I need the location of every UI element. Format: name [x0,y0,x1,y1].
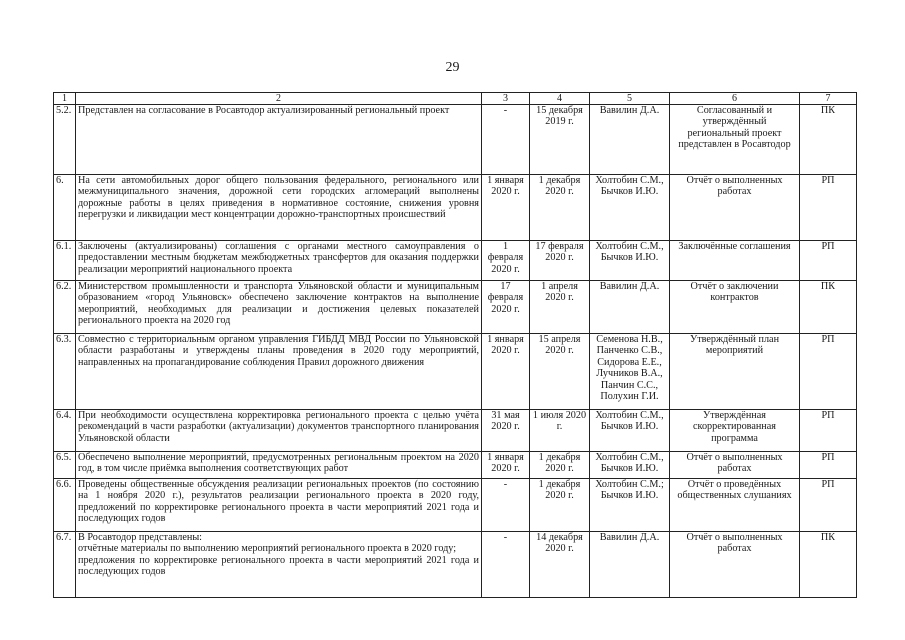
row-end-date: 1 июля 2020 г. [530,410,590,452]
table-row [54,281,857,334]
row-end-date: 1 апреля 2020 г. [530,281,590,334]
row-start-date: - [482,532,530,598]
row-result: Заключённые соглашения [670,241,800,281]
row-start-date: 1 января 2020 г. [482,452,530,479]
row-level: ПК [800,105,857,175]
row-number: 6.4. [54,410,76,452]
table-row [54,479,857,532]
page-number: 29 [445,60,460,75]
row-number: 6.1. [54,241,76,281]
row-responsible [590,105,670,175]
column-header: 1 [54,93,76,105]
responsible-person: Бычков И.Ю. [600,421,659,433]
row-end-date: 1 декабря 2020 г. [530,479,590,532]
responsible-person: Лучников В.А., [596,368,663,380]
row-number: 6.2. [54,281,76,334]
responsible-person: Холтобин С.М., [595,175,664,186]
row-start-date: 1 января 2020 г. [482,175,530,241]
row-description: Обеспечено выполнение мероприятий, предусмотренных региональным проектом на 2020 год, в том числе приёмка выполнения соответствующих работ [76,452,482,479]
row-start-date: 17 февраля 2020 г. [482,281,530,334]
responsible-person: Холтобин С.М.; [595,479,664,490]
row-responsible [590,410,670,452]
row-responsible [590,334,670,410]
row-result: Утверждённый план мероприятий [670,334,800,410]
column-number-row [54,93,857,105]
responsible-person: Панченко С.В., [596,345,663,357]
row-level: РП [800,334,857,410]
row-level: РП [800,410,857,452]
row-result: Отчёт о проведённых общественных слушаниях [670,479,800,532]
row-end-date: 15 декабря 2019 г. [530,105,590,175]
responsible-person: Холтобин С.М., [595,452,664,463]
responsible-person: Вавилин Д.А. [599,532,660,543]
activity-table [53,92,857,598]
row-responsible [590,532,670,598]
row-result: Отчёт о выполненных работах [670,175,800,241]
responsible-person: Полухин Г.И. [600,391,659,403]
row-end-date: 15 апреля 2020 г. [530,334,590,410]
row-result: Отчёт о заключении контрактов [670,281,800,334]
row-end-date: 14 декабря 2020 г. [530,532,590,598]
responsible-person: Бычков И.Ю. [600,186,659,198]
responsible-person: Бычков И.Ю. [600,490,659,502]
responsible-person: Холтобин С.М., [595,410,664,421]
table-row [54,175,857,241]
table-row [54,410,857,452]
row-level: РП [800,175,857,241]
row-description: Заключены (актуализированы) соглашения с органами местного самоуправления о предоставлении местным бюджетам межбюджетных трансфертов для оказания поддержки реализации мероприятий национального проекта [76,241,482,281]
table-row [54,334,857,410]
responsible-person: Вавилин Д.А. [599,105,660,116]
row-description: При необходимости осуществлена корректировка регионального проекта с целью учёта рекомендаций в части разработки (актуализации) документов транспортного планирования Ульяновской области [76,410,482,452]
row-responsible [590,452,670,479]
responsible-person: Бычков И.Ю. [600,252,659,264]
row-number: 6.7. [54,532,76,598]
responsible-person: Бычков И.Ю. [600,463,659,475]
row-description: Министерством промышленности и транспорта Ульяновской области и муниципальным образованием «город Ульяновск» обеспечено заключение контрактов на выполнение мероприятий, необходимых для реализации и достижения целевых показателей регионального проекта на 2020 год [76,281,482,334]
row-level: РП [800,479,857,532]
column-header: 4 [530,93,590,105]
column-header: 6 [670,93,800,105]
column-header: 5 [590,93,670,105]
table-row [54,532,857,598]
row-result: Согласованный и утверждённый региональный проект представлен в Росавтодор [670,105,800,175]
row-start-date: - [482,105,530,175]
row-result: Отчёт о выполненных работах [670,532,800,598]
column-header: 7 [800,93,857,105]
row-number: 5.2. [54,105,76,175]
responsible-person: Вавилин Д.А. [599,281,660,292]
column-header: 3 [482,93,530,105]
row-result: Утверждённая скорректированная программа [670,410,800,452]
row-description: Проведены общественные обсуждения реализации региональных проектов (по состоянию на 1 ноября 2020 г.), результатов реализации регионального проекта в 2020 году, предложений по корректировке регионального проекта в части мероприятий 2021 года и последующих годов [76,479,482,532]
row-level: РП [800,241,857,281]
description-line: В Росавтодор представлены: [78,532,203,543]
row-number: 6.5. [54,452,76,479]
description-line: отчётные материалы по выполнению мероприятий регионального проекта в 2020 году; [78,543,457,555]
table-row [54,105,857,175]
row-end-date: 17 февраля 2020 г. [530,241,590,281]
table-row [54,452,857,479]
responsible-person: Семенова Н.В., [596,334,663,345]
row-number: 6.6. [54,479,76,532]
row-responsible [590,281,670,334]
row-start-date: 1 января 2020 г. [482,334,530,410]
row-end-date: 1 декабря 2020 г. [530,452,590,479]
row-level: ПК [800,532,857,598]
row-responsible [590,175,670,241]
row-level: ПК [800,281,857,334]
responsible-person: Панчин С.С., [600,379,659,391]
row-start-date: - [482,479,530,532]
row-description: Представлен на согласование в Росавтодор актуализированный региональный проект [76,105,482,175]
row-description: На сети автомобильных дорог общего пользования федерального, регионального или межмуниципального значения, дорожной сети городских агломераций выполнены дорожные работы в целях приведения в нормативное состояние, снижения уровня перегрузки и ликвидации мест концентрации дорожно-транспортных происшествий [76,175,482,241]
responsible-person: Сидорова Е.Е., [597,356,662,368]
row-result: Отчёт о выполненных работах [670,452,800,479]
table-row [54,241,857,281]
responsible-person: Холтобин С.М., [595,241,664,252]
row-start-date: 31 мая 2020 г. [482,410,530,452]
description-line: предложения по корректировке регионального проекта в части мероприятий 2021 года и последующих годов [78,554,479,578]
row-responsible [590,479,670,532]
row-number: 6. [54,175,76,241]
row-start-date: 1 февраля 2020 г. [482,241,530,281]
row-description: Совместно с территориальным органом управления ГИБДД МВД России по Ульяновской области разработаны и утверждены планы проведения в 2020 году мероприятий, направленных на пропагандирование соблюдения Правил дорожного движения [76,334,482,410]
row-description [76,532,482,598]
row-responsible [590,241,670,281]
column-header: 2 [76,93,482,105]
row-end-date: 1 декабря 2020 г. [530,175,590,241]
row-level: РП [800,452,857,479]
row-number: 6.3. [54,334,76,410]
